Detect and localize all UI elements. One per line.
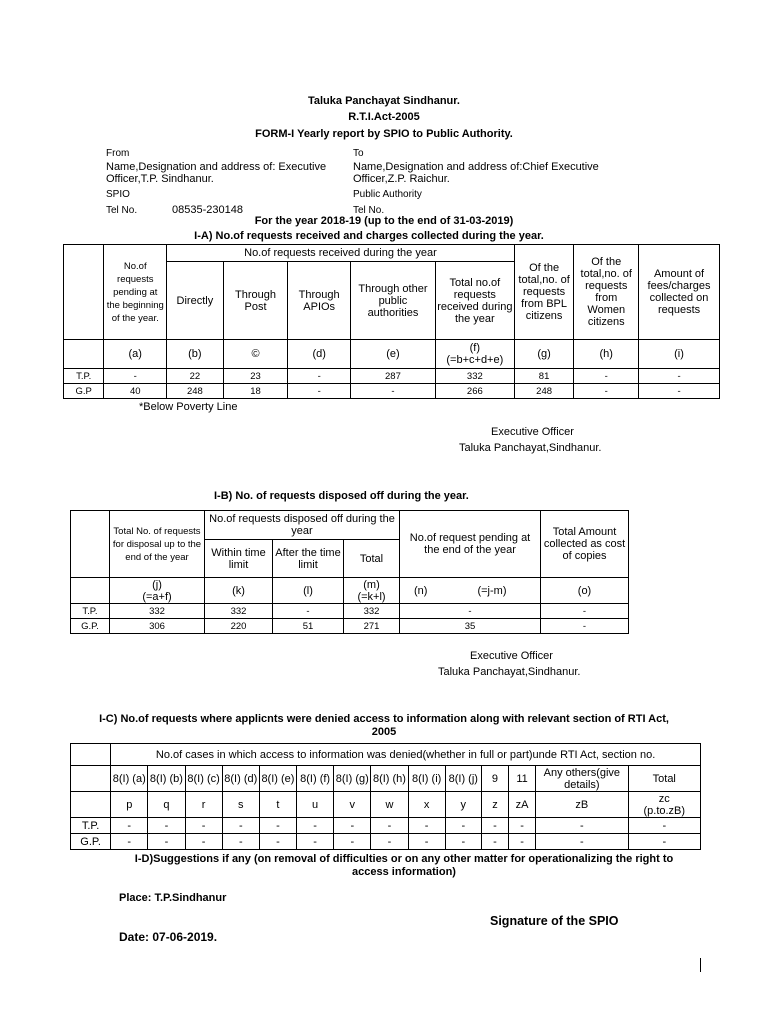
- section-header: 9: [481, 766, 508, 792]
- header-through-other: Through other public authorities: [351, 262, 436, 340]
- table-cell: 306: [110, 619, 205, 634]
- section-header: Any others(give details): [536, 766, 628, 792]
- table-cell: -: [445, 834, 481, 850]
- page-edge-mark: [700, 958, 701, 972]
- code-m: (m): [363, 578, 380, 591]
- table-requests-disposed: [70, 510, 629, 634]
- header-through-apios: Through APIOs: [288, 262, 351, 340]
- signature-label: Signature of the SPIO: [490, 914, 619, 928]
- code-cell: ©: [223, 340, 288, 369]
- section-header: 8(I) (d): [222, 766, 259, 792]
- table-cell: 266: [435, 384, 514, 399]
- table-row: [71, 818, 701, 834]
- section-d-line1: I-D)Suggestions if any (on removal of difficulties or on any other matter for operationalizing the right to: [134, 853, 674, 865]
- code-cell: (h): [574, 340, 639, 369]
- code-cell: (i): [639, 340, 720, 369]
- table-row: [71, 604, 629, 619]
- table-cell: -: [334, 834, 371, 850]
- section-c-title: I-C) No.of requests where applicnts were denied access to information along with relevant section of RTI Act,: [99, 713, 669, 725]
- header-received-during-year: No.of requests received during the year: [167, 245, 515, 262]
- code-zc-formula: (p.to.zB): [643, 804, 686, 817]
- table-requests-received: [63, 244, 720, 399]
- table-row: [64, 369, 720, 384]
- table-cell: -: [111, 834, 148, 850]
- table-cell: 332: [205, 604, 273, 619]
- table-cell: -: [639, 369, 720, 384]
- header-after-time: After the time limit: [273, 540, 344, 578]
- header-through-post: Through Post: [223, 262, 288, 340]
- header-denied-cases: No.of cases in which access to information was denied(whether in full or part)unde RTI Act, section no.: [111, 744, 701, 766]
- code-cell: v: [334, 792, 371, 818]
- table-cell: -: [288, 384, 351, 399]
- signoff-1-title: Executive Officer: [491, 426, 574, 438]
- signoff-2-office: Taluka Panchayat,Sindhanur.: [438, 666, 581, 678]
- section-d-line2: access information): [352, 866, 456, 878]
- code-cell: (b): [167, 340, 224, 369]
- table-cell: -: [297, 818, 334, 834]
- table-cell: 23: [223, 369, 288, 384]
- code-cell: x: [408, 792, 445, 818]
- code-m-formula: (=k+l): [357, 590, 386, 603]
- code-cell: w: [371, 792, 408, 818]
- signoff-1-office: Taluka Panchayat,Sindhanur.: [459, 442, 602, 454]
- table-cell: -: [408, 834, 445, 850]
- to-description: Name,Designation and address of:Chief Executive Officer,Z.P. Raichur.: [353, 161, 599, 185]
- code-cell-j: [110, 578, 205, 604]
- section-header: 8(I) (a): [111, 766, 148, 792]
- table-cell: -: [148, 834, 185, 850]
- section-header: 8(I) (e): [259, 766, 296, 792]
- table-cell: 220: [205, 619, 273, 634]
- table-cell: -: [445, 818, 481, 834]
- table-cell: 248: [514, 384, 574, 399]
- from-description: Name,Designation and address of: Executive Officer,T.P. Sindhanur.: [106, 161, 327, 185]
- code-cell: zA: [509, 792, 536, 818]
- header-total-for-disposal: Total No. of requests for disposal up to the end of the year: [110, 511, 205, 578]
- header-title: Taluka Panchayat Sindhanur.: [307, 95, 460, 107]
- table-cell: 35: [400, 619, 541, 634]
- section-header: 8(I) (h): [371, 766, 408, 792]
- table-cell: 271: [344, 619, 400, 634]
- section-header: 8(I) (g): [334, 766, 371, 792]
- date: Date: 07-06-2019.: [119, 930, 218, 944]
- code-f-formula: (=b+c+d+e): [446, 354, 504, 366]
- table-cell: -: [371, 818, 408, 834]
- code-cell-zc: [628, 792, 700, 818]
- header-women: Of the total,no. of requests from Women citizens: [574, 245, 639, 340]
- section-a-title: I-A) No.of requests received and charges collected during the year.: [194, 230, 544, 242]
- table-cell: 40: [104, 384, 167, 399]
- code-cell: p: [111, 792, 148, 818]
- table-cell: -: [148, 818, 185, 834]
- place: Place: T.P.Sindhanur: [119, 892, 227, 904]
- to-tel-label: Tel No.: [353, 205, 385, 216]
- table-cell: -: [628, 834, 700, 850]
- header-pending-end: No.of request pending at the end of the year: [400, 511, 541, 578]
- header-total-received: Total no.of requests received during the year: [435, 262, 514, 340]
- table-cell: -: [536, 818, 628, 834]
- table-cell: -: [574, 384, 639, 399]
- code-cell: r: [185, 792, 222, 818]
- table-cell: -: [273, 604, 344, 619]
- code-cell: u: [297, 792, 334, 818]
- table-cell: -: [408, 818, 445, 834]
- code-cell: t: [259, 792, 296, 818]
- table-row: [71, 619, 629, 634]
- table-requests-denied: [70, 743, 701, 850]
- table-cell: -: [371, 834, 408, 850]
- code-cell: (g): [514, 340, 574, 369]
- to-role: Public Authority: [353, 189, 422, 200]
- table-cell: -: [574, 369, 639, 384]
- row-label: T.P.: [71, 818, 111, 834]
- table-cell: -: [628, 818, 700, 834]
- code-cell: (d): [288, 340, 351, 369]
- code-cell-f: [435, 340, 514, 369]
- to-label: To: [353, 148, 364, 159]
- section-c-title-year: 2005: [371, 726, 397, 738]
- section-header: 8(I) (c): [185, 766, 222, 792]
- table-cell: 81: [514, 369, 574, 384]
- table-cell: -: [259, 818, 296, 834]
- table-cell: -: [541, 619, 629, 634]
- table-row: [64, 384, 720, 399]
- section-header: 8(I) (i): [408, 766, 445, 792]
- row-label: G.P.: [71, 834, 111, 850]
- table-row: [71, 834, 701, 850]
- code-cell: y: [445, 792, 481, 818]
- header-fees: Amount of fees/charges collected on requests: [639, 245, 720, 340]
- table-cell: 332: [110, 604, 205, 619]
- section-b-title: I-B) No. of requests disposed off during the year.: [214, 490, 469, 502]
- table-cell: 18: [223, 384, 288, 399]
- table-cell: -: [259, 834, 296, 850]
- table-cell: -: [288, 369, 351, 384]
- table-cell: -: [185, 818, 222, 834]
- header-bpl: Of the total,no. of requests from BPL citizens: [514, 245, 574, 340]
- section-header: 8(I) (b): [148, 766, 185, 792]
- code-cell: (e): [351, 340, 436, 369]
- table-cell: 51: [273, 619, 344, 634]
- from-tel-label: Tel No.: [106, 205, 138, 216]
- header-pending-start: No.of requests pending at the beginning of the year.: [104, 245, 167, 340]
- code-cell: zB: [536, 792, 628, 818]
- code-cell: (k): [205, 578, 273, 604]
- row-label: G.P.: [71, 619, 110, 634]
- table-cell: -: [222, 834, 259, 850]
- table-cell: -: [400, 604, 541, 619]
- table-cell: -: [481, 818, 508, 834]
- signoff-2-title: Executive Officer: [470, 650, 553, 662]
- row-label: G.P: [64, 384, 104, 399]
- bpl-footnote: *Below Poverty Line: [139, 401, 238, 413]
- header-disposed-during-year: No.of requests disposed off during the year: [205, 511, 400, 540]
- header-total-disposed: Total: [344, 540, 400, 578]
- table-cell: -: [481, 834, 508, 850]
- code-zc: zc: [658, 792, 670, 805]
- table-cell: 332: [435, 369, 514, 384]
- table-cell: -: [541, 604, 629, 619]
- table-cell: 248: [167, 384, 224, 399]
- table-cell: -: [351, 384, 436, 399]
- table-cell: -: [509, 818, 536, 834]
- from-tel-value: 08535-230148: [172, 204, 243, 216]
- code-j-formula: (=a+f): [142, 590, 172, 603]
- table-cell: -: [509, 834, 536, 850]
- from-label: From: [106, 148, 130, 159]
- section-header: 8(I) (f): [297, 766, 334, 792]
- table-cell: 332: [344, 604, 400, 619]
- code-cell-m: [344, 578, 400, 604]
- code-cell: (l): [273, 578, 344, 604]
- year-line: For the year 2018-19 (up to the end of 31-03-2019): [254, 215, 514, 227]
- section-header: 11: [509, 766, 536, 792]
- table-cell: -: [185, 834, 222, 850]
- table-cell: 22: [167, 369, 224, 384]
- row-label: T.P.: [64, 369, 104, 384]
- code-n-formula: (=j-m): [477, 584, 507, 597]
- table-cell: 287: [351, 369, 436, 384]
- header-directly: Directly: [167, 262, 224, 340]
- header-amount-copies: Total Amount collected as cost of copies: [541, 511, 629, 578]
- code-cell: q: [148, 792, 185, 818]
- table-cell: -: [639, 384, 720, 399]
- code-cell: (o): [541, 578, 629, 604]
- code-cell-n: [400, 578, 541, 604]
- table-cell: -: [222, 818, 259, 834]
- header-within-time: Within time limit: [205, 540, 273, 578]
- header-form-title: FORM-I Yearly report by SPIO to Public Authority.: [255, 128, 513, 140]
- code-cell: s: [222, 792, 259, 818]
- from-role: SPIO: [106, 189, 130, 200]
- row-label: T.P.: [71, 604, 110, 619]
- table-cell: -: [104, 369, 167, 384]
- code-cell: (a): [104, 340, 167, 369]
- section-header: Total: [628, 766, 700, 792]
- code-n: (n): [414, 584, 428, 597]
- code-j: (j): [152, 578, 162, 591]
- table-cell: -: [536, 834, 628, 850]
- code-cell: z: [481, 792, 508, 818]
- code-f: (f): [469, 342, 481, 354]
- table-cell: -: [297, 834, 334, 850]
- table-cell: -: [111, 818, 148, 834]
- table-cell: -: [334, 818, 371, 834]
- header-act: R.T.I.Act-2005: [348, 111, 420, 123]
- section-header: 8(I) (j): [445, 766, 481, 792]
